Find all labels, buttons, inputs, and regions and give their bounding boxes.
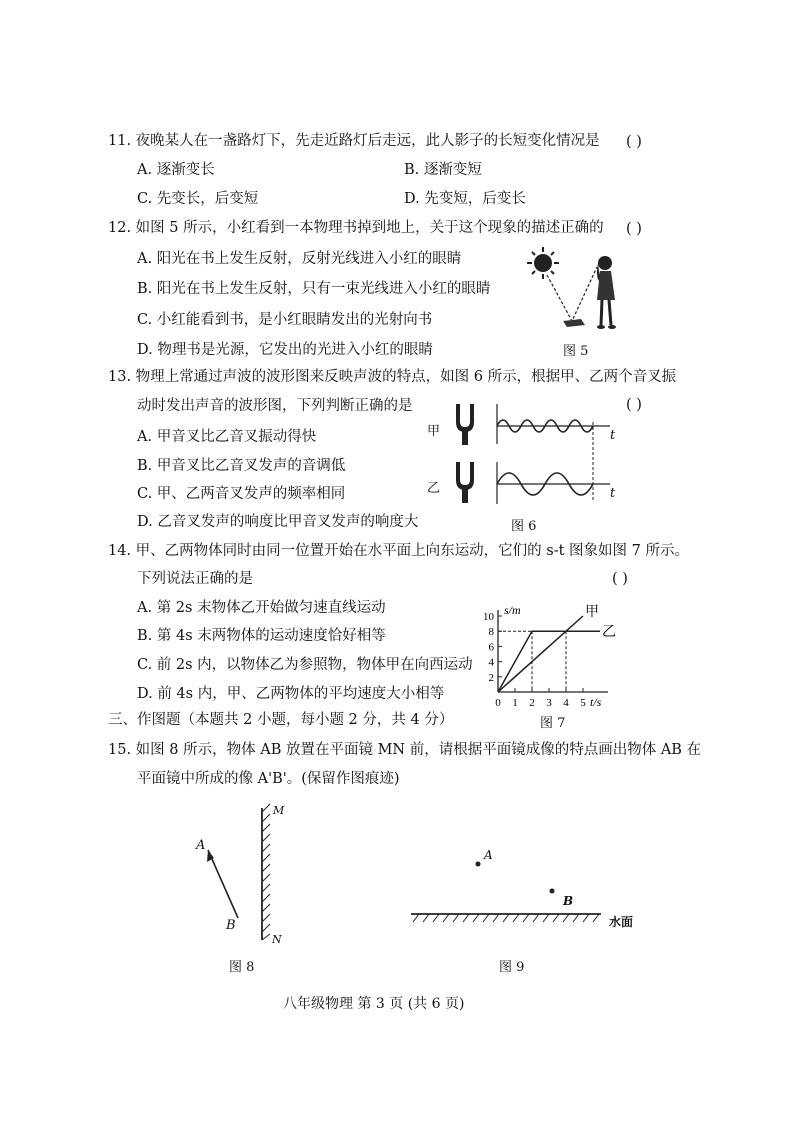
q11-stem: 11. 夜晚某人在一盏路灯下，先走近路灯后走远，此人影子的长短变化情况是 (108, 133, 600, 149)
y-tick-label: 6 (488, 641, 494, 654)
figure-8-caption: 图 8 (229, 960, 255, 975)
figure-8-mirror (190, 800, 300, 945)
x-tick-label: 1 (512, 697, 518, 709)
figure-9-caption: 图 9 (499, 960, 525, 975)
x-tick-label: 0 (495, 697, 501, 709)
q13-option-b: B. 甲音叉比乙音叉发声的音调低 (137, 458, 346, 474)
q11-option-a: A. 逐渐变长 (137, 162, 215, 178)
water-hatching (413, 914, 599, 922)
x-tick-label: 5 (580, 697, 586, 709)
point-b (550, 889, 555, 894)
q13-answer-paren: ( ) (626, 397, 642, 413)
y-axis-label: s/m (504, 603, 521, 617)
figure-6-waveforms (450, 400, 625, 510)
y-tick-label: 10 (483, 611, 494, 623)
page-footer: 八年级物理 第 3 页 (共 6 页) (283, 996, 465, 1012)
y-tick-label: 4 (488, 656, 494, 669)
fig8-label-m: M (273, 804, 285, 817)
y-tick-label: 8 (488, 626, 494, 639)
q14-option-d: D. 前 4s 内，甲、乙两物体的平均速度大小相等 (137, 686, 445, 702)
q14-answer-paren: ( ) (612, 571, 628, 587)
fig6-axis-t-top: t (610, 428, 616, 443)
q13-option-c: C. 甲、乙两音叉发声的频率相同 (137, 486, 346, 502)
x-tick-label: 2 (529, 697, 535, 709)
fig9-label-water: 水面 (609, 915, 634, 929)
q12-option-d: D. 物理书是光源，它发出的光进入小红的眼睛 (137, 342, 433, 358)
fig9-label-b: B (563, 894, 574, 908)
q12-stem: 12. 如图 5 所示，小红看到一本物理书掉到地上，关于这个现象的描述正确的 (108, 220, 604, 236)
q14-stem-line2: 下列说法正确的是 (137, 571, 253, 587)
fig8-label-a: A (196, 838, 206, 853)
q12-answer-paren: ( ) (626, 221, 642, 237)
figure-6-caption: 图 6 (511, 519, 537, 534)
section-3-title: 三、作图题（本题共 2 小题，每小题 2 分，共 4 分） (108, 712, 454, 728)
q14-option-a: A. 第 2s 末物体乙开始做匀速直线运动 (137, 600, 386, 616)
fig8-label-n: N (272, 933, 282, 946)
x-tick-label: 4 (563, 697, 569, 709)
x-axis-label: t/s (590, 695, 602, 709)
series-label-yi: 乙 (602, 624, 616, 641)
figure-5-illustration (525, 245, 635, 335)
series-line-jia (498, 616, 583, 692)
q13-stem-line1: 13. 物理上常通过声波的波形图来反映声波的特点，如图 6 所示，根据甲、乙两个音叉振 (108, 369, 677, 385)
tuning-fork-jia-icon (456, 404, 474, 445)
mirror-hatching (262, 804, 270, 940)
fig6-axis-t-bottom: t (610, 486, 616, 501)
figure-7-st-chart (470, 600, 630, 710)
q15-line2: 平面镜中所成的像 A'B'。(保留作图痕迹) (137, 771, 400, 787)
q15-line1: 15. 如图 8 所示，物体 AB 放置在平面镜 MN 前，请根据平面镜成像的特点画出物体 AB 在 (108, 742, 702, 758)
q11-answer-paren: ( ) (626, 134, 642, 150)
light-ray-path (547, 267, 597, 321)
q13-option-d: D. 乙音叉发声的响度比甲音叉发声的响度大 (137, 514, 419, 530)
fig9-label-a: A (484, 848, 493, 862)
q11-option-c: C. 先变长，后变短 (137, 191, 259, 207)
series-label-jia: 甲 (585, 604, 599, 620)
q12-option-c: C. 小红能看到书，是小红眼睛发出的光射向书 (137, 312, 433, 328)
q14-option-b: B. 第 4s 末两物体的运动速度恰好相等 (137, 628, 386, 644)
q14-stem-line1: 14. 甲、乙两物体同时由同一位置开始在水平面上向东运动，它们的 s-t 图象如图 7 所示。 (108, 543, 689, 559)
point-a (476, 862, 481, 867)
fig6-label-jia: 甲 (427, 424, 441, 439)
q11-option-b: B. 逐渐变短 (404, 162, 482, 178)
q12-option-b: B. 阳光在书上发生反射，只有一束光线进入小红的眼睛 (137, 281, 491, 297)
q13-option-a: A. 甲音叉比乙音叉振动得快 (137, 429, 317, 445)
fig6-label-yi: 乙 (427, 481, 441, 496)
x-tick-label: 3 (546, 697, 552, 709)
q14-option-c: C. 前 2s 内，以物体乙为参照物，物体甲在向西运动 (137, 657, 473, 673)
q11-option-d: D. 先变短，后变长 (404, 191, 526, 207)
tuning-fork-yi-icon (456, 462, 474, 503)
series-line-yi (498, 631, 600, 692)
object-ab-arrow (208, 850, 238, 918)
q13-stem-line2: 动时发出声音的波形图，下列判断正确的是 (137, 398, 413, 414)
figure-9-water-surface (405, 840, 605, 930)
girl-icon (597, 256, 616, 329)
figure-7-caption: 图 7 (540, 716, 566, 731)
book-icon (563, 319, 585, 327)
y-tick-label: 2 (488, 671, 494, 684)
sun-icon (527, 247, 559, 279)
figure-5-caption: 图 5 (563, 344, 589, 359)
q12-option-a: A. 阳光在书上发生反射，反射光线进入小红的眼睛 (137, 251, 462, 267)
fig8-label-b: B (226, 918, 236, 933)
